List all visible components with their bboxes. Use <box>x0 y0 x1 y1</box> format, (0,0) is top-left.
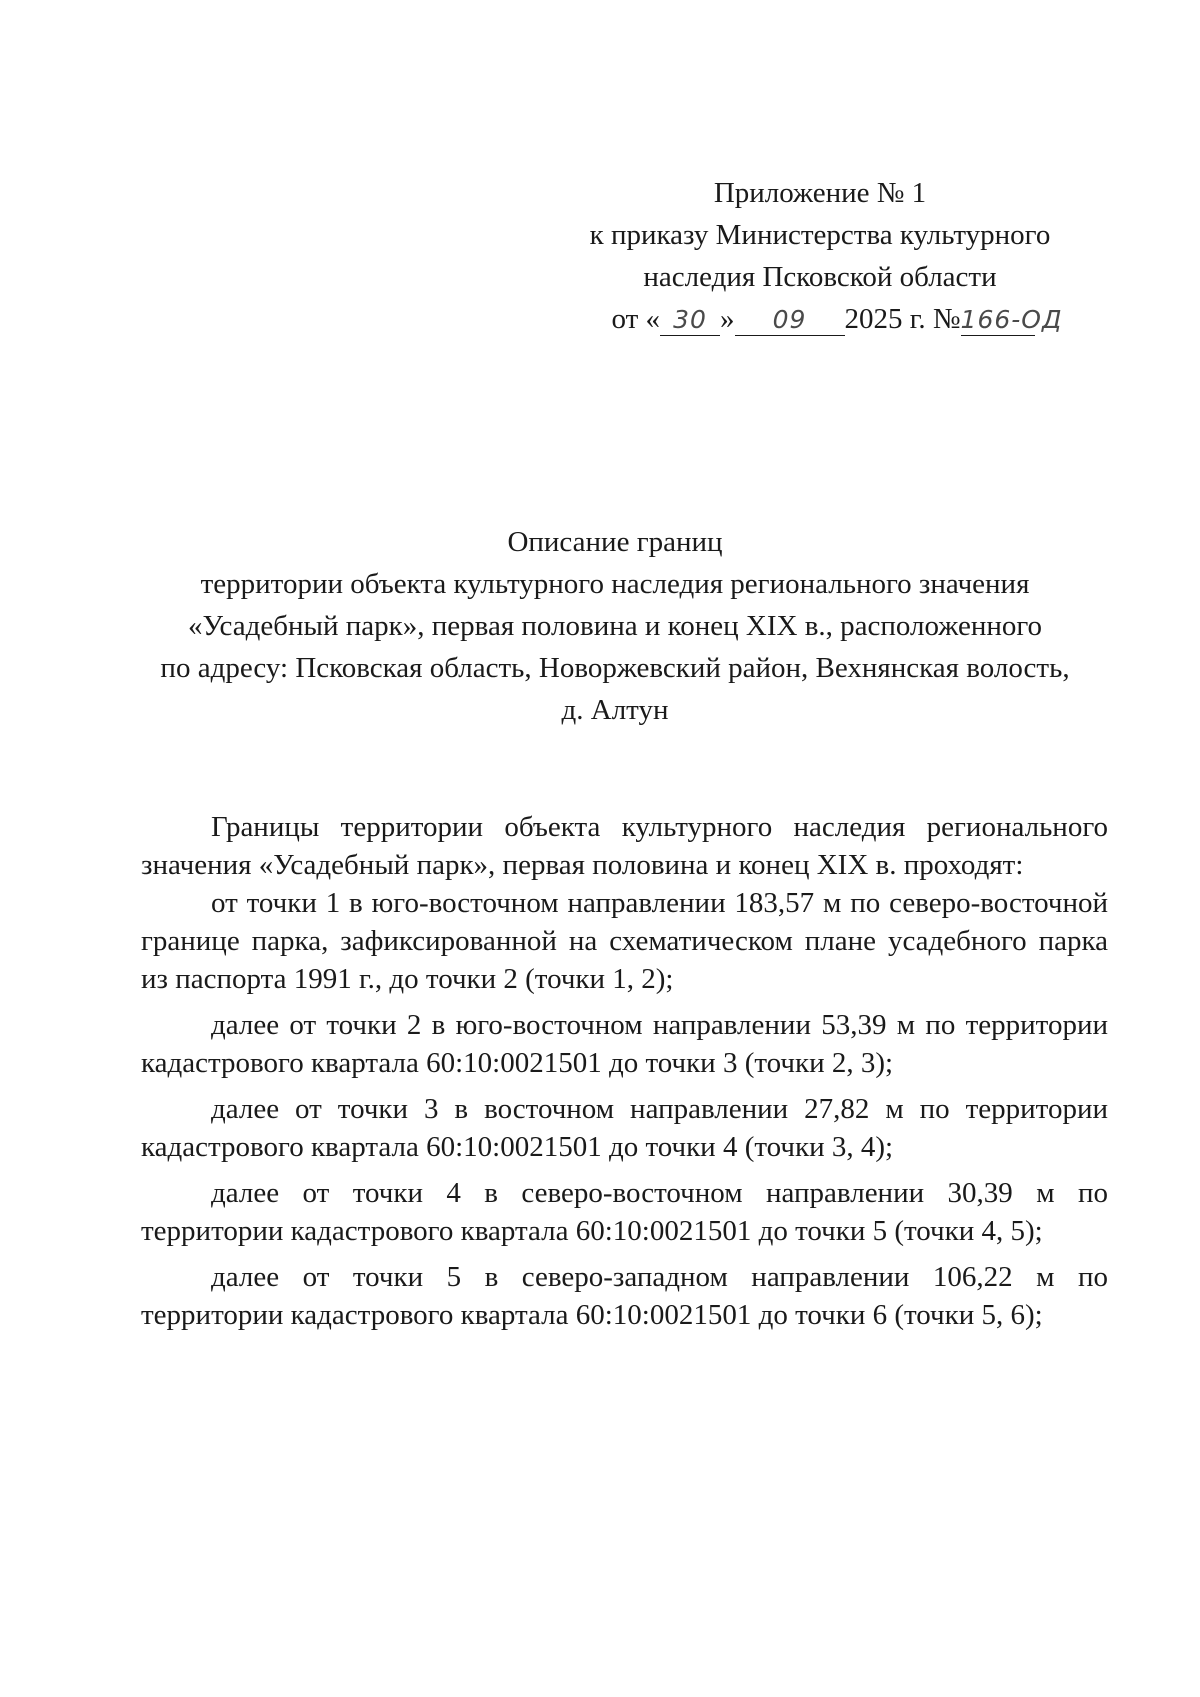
appendix-header <box>560 172 1080 340</box>
appendix-date-line <box>566 298 1080 340</box>
date-mid: » <box>720 303 735 335</box>
appendix-ministry: наследия Псковской области <box>643 261 997 293</box>
intro-paragraph: Границы территории объекта культурного наследия регионального значения «Усадебный парк», первая половина и конец XIX в. проходят: <box>141 811 1108 881</box>
appendix-title: Приложение № 1 <box>713 177 927 209</box>
boundary-paragraph: далее от точки 5 в северо-западном направлении 106,22 м по территории кадастрового квартала 60:10:0021501 до точки 6 (точки 5, 6); <box>141 1261 1108 1331</box>
boundary-paragraph: далее от точки 2 в юго-восточном направлении 53,39 м по территории кадастрового квартала 60:10:0021501 до точки 3 (точки 2, 3); <box>141 1009 1108 1079</box>
boundary-paragraph: от точки 1 в юго-восточном направлении 183,57 м по северо-восточной границе парка, зафиксированной на схематическом плане усадебного парка из паспорта 1991 г., до точки 2 (точки 1, 2); <box>141 887 1108 995</box>
document-body <box>141 808 1108 1342</box>
title-line: д. Алтун <box>561 694 669 726</box>
year-text: 2025 г. № <box>844 303 961 335</box>
title-line: «Усадебный парк», первая половина и конец XIX в., расположенного <box>187 610 1043 642</box>
appendix-order-ref: к приказу Министерства культурного <box>589 219 1051 251</box>
handwritten-order-number: 166-ОД <box>960 305 1063 334</box>
date-prefix: от « <box>611 303 660 335</box>
handwritten-month: 09 <box>735 305 845 336</box>
boundary-paragraph: далее от точки 3 в восточном направлении 27,82 м по территории кадастрового квартала 60:10:0021501 до точки 4 (точки 3, 4); <box>141 1093 1108 1163</box>
title-line: территории объекта культурного наследия регионального значения <box>200 568 1030 600</box>
title-line: Описание границ <box>507 526 723 558</box>
boundary-paragraph: далее от точки 4 в северо-восточном направлении 30,39 м по территории кадастрового квартала 60:10:0021501 до точки 5 (точки 4, 5); <box>141 1177 1108 1247</box>
title-line: по адресу: Псковская область, Новоржевский район, Вехнянская волость, <box>160 652 1070 684</box>
document-title <box>120 521 1110 731</box>
handwritten-day: 30 <box>660 305 720 336</box>
